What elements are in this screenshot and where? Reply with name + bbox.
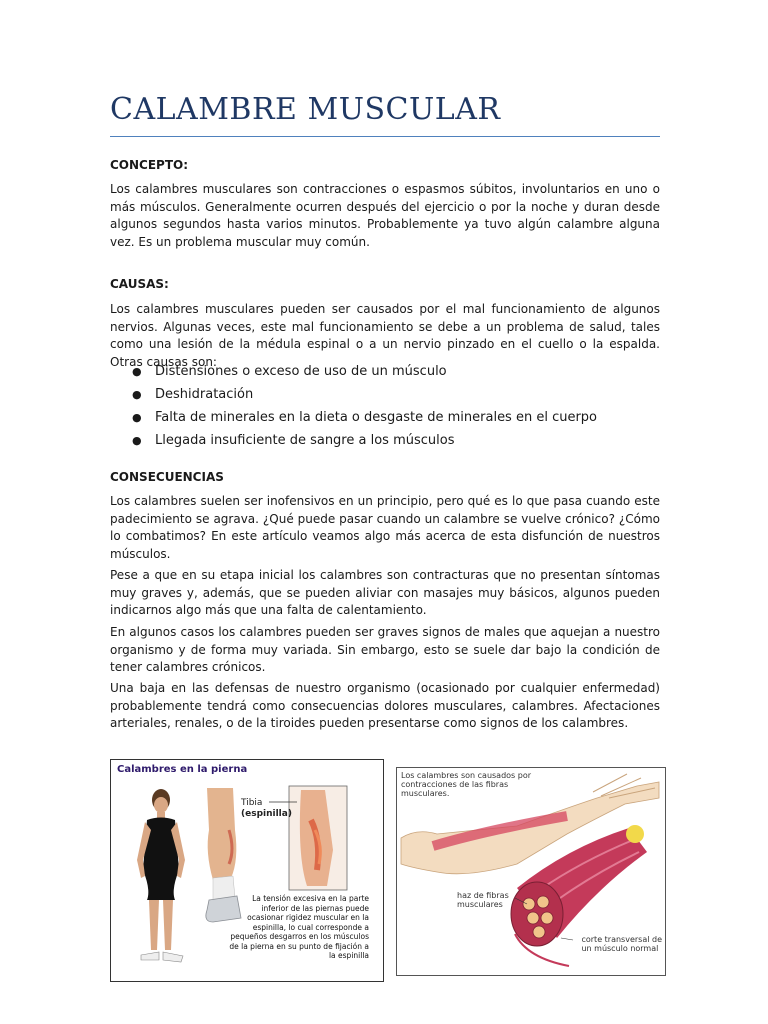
haz-label-line2: musculares [457, 900, 503, 909]
tibia-label-line1: Tibia [241, 798, 263, 808]
corte-label-line1: corte transversal de [581, 935, 662, 944]
tibia-label-line2: (espinilla) [241, 809, 292, 819]
paragraph-consecuencias-1: Los calambres suelen ser inofensivos en un principio, pero qué es lo que pasa cuando este padecimiento se agrava. ¿Qué puede pasar cuando un calambre se vuelve crónico? ¿Cómo lo combatimos? En este artículo veamos algo más acerca de esta disfunción de nuestros músculos. [110, 494, 660, 561]
figure-leg-cramps [110, 759, 384, 982]
heading-concepto: CONCEPTO: [110, 158, 189, 172]
figure1-caption: La tensión excesiva en la parte inferior de las piernas puede ocasionar rigidez muscular en la espinilla, lo cual corresponde a pequeños desgarros en los músculos de la pierna en su punto de fijación a la espinilla [229, 894, 369, 960]
figure2-caption: Los calambres son causados por contracciones de las fibras musculares. [401, 771, 532, 798]
bullet-icon: ● [132, 434, 142, 447]
corte-label [581, 935, 662, 953]
tibia-label [241, 798, 292, 820]
figure-muscle-fibers [396, 767, 666, 976]
heading-causas: CAUSAS: [110, 277, 169, 291]
paragraph-consecuencias-3: En algunos casos los calambres pueden ser graves signos de males que aquejan a nuestro organismo y de forma muy variada. Sin embargo, esto se suele dar bajo la condición de tener calambres crónicos. [110, 625, 660, 674]
list-item [110, 406, 660, 429]
page-title: CALAMBRE MUSCULAR [110, 92, 501, 127]
list-item [110, 429, 660, 452]
list-item-text: Distensiones o exceso de uso de un músculo [155, 364, 447, 379]
haz-label [457, 891, 509, 909]
bullet-icon: ● [132, 365, 142, 378]
list-item [110, 360, 660, 383]
list-item-text: Deshidratación [155, 387, 254, 402]
shin-closeup [289, 786, 347, 890]
bullet-icon: ● [132, 388, 142, 401]
title-rule [110, 136, 660, 137]
corte-label-line2: un músculo normal [581, 944, 659, 953]
woman-figure [137, 789, 185, 962]
causes-list [110, 360, 660, 452]
list-item-text: Llegada insuficiente de sangre a los músculos [155, 433, 455, 448]
corte-pointer [561, 938, 573, 940]
paragraph-consecuencias-2: Pese a que en su etapa inicial los calambres son contracturas que no presentan síntomas muy graves y, además, que se pueden aliviar con masajes muy básicos, algunos pueden indicarnos algo más que una falta de calentamiento. [110, 568, 660, 617]
paragraph-causas: Los calambres musculares pueden ser causados por el mal funcionamiento de algunos nervios. Algunas veces, este mal funcionamiento se debe a un problema de salud, tales como una lesión de la médula espinal o a un nervio pinzado en el cuello o la espalda. Otras causas son: [110, 302, 660, 369]
bullet-icon: ● [132, 411, 142, 424]
list-item [110, 383, 660, 406]
paragraph-consecuencias-4: Una baja en las defensas de nuestro organismo (ocasionado por cualquier enfermedad) probablemente tendrá como consecuencias dolores musculares, calambres. Afectaciones arteriales, renales, o de la tiroides pueden presentarse como signos de los calambres. [110, 681, 660, 730]
heading-consecuencias: CONSECUENCIAS [110, 470, 224, 484]
haz-label-line1: haz de fibras [457, 891, 509, 900]
figure1-title: Calambres en la pierna [117, 764, 248, 775]
list-item-text: Falta de minerales en la dieta o desgaste de minerales en el cuerpo [155, 410, 598, 425]
paragraph-concepto: Los calambres musculares son contracciones o espasmos súbitos, involuntarios en uno o más músculos. Generalmente ocurren después del ejercicio o por la noche y duran desde algunos segundos hasta varios minutos. Probablemente ya tuvo algún calambre alguna vez. Es un problema muscular muy común. [110, 182, 660, 249]
